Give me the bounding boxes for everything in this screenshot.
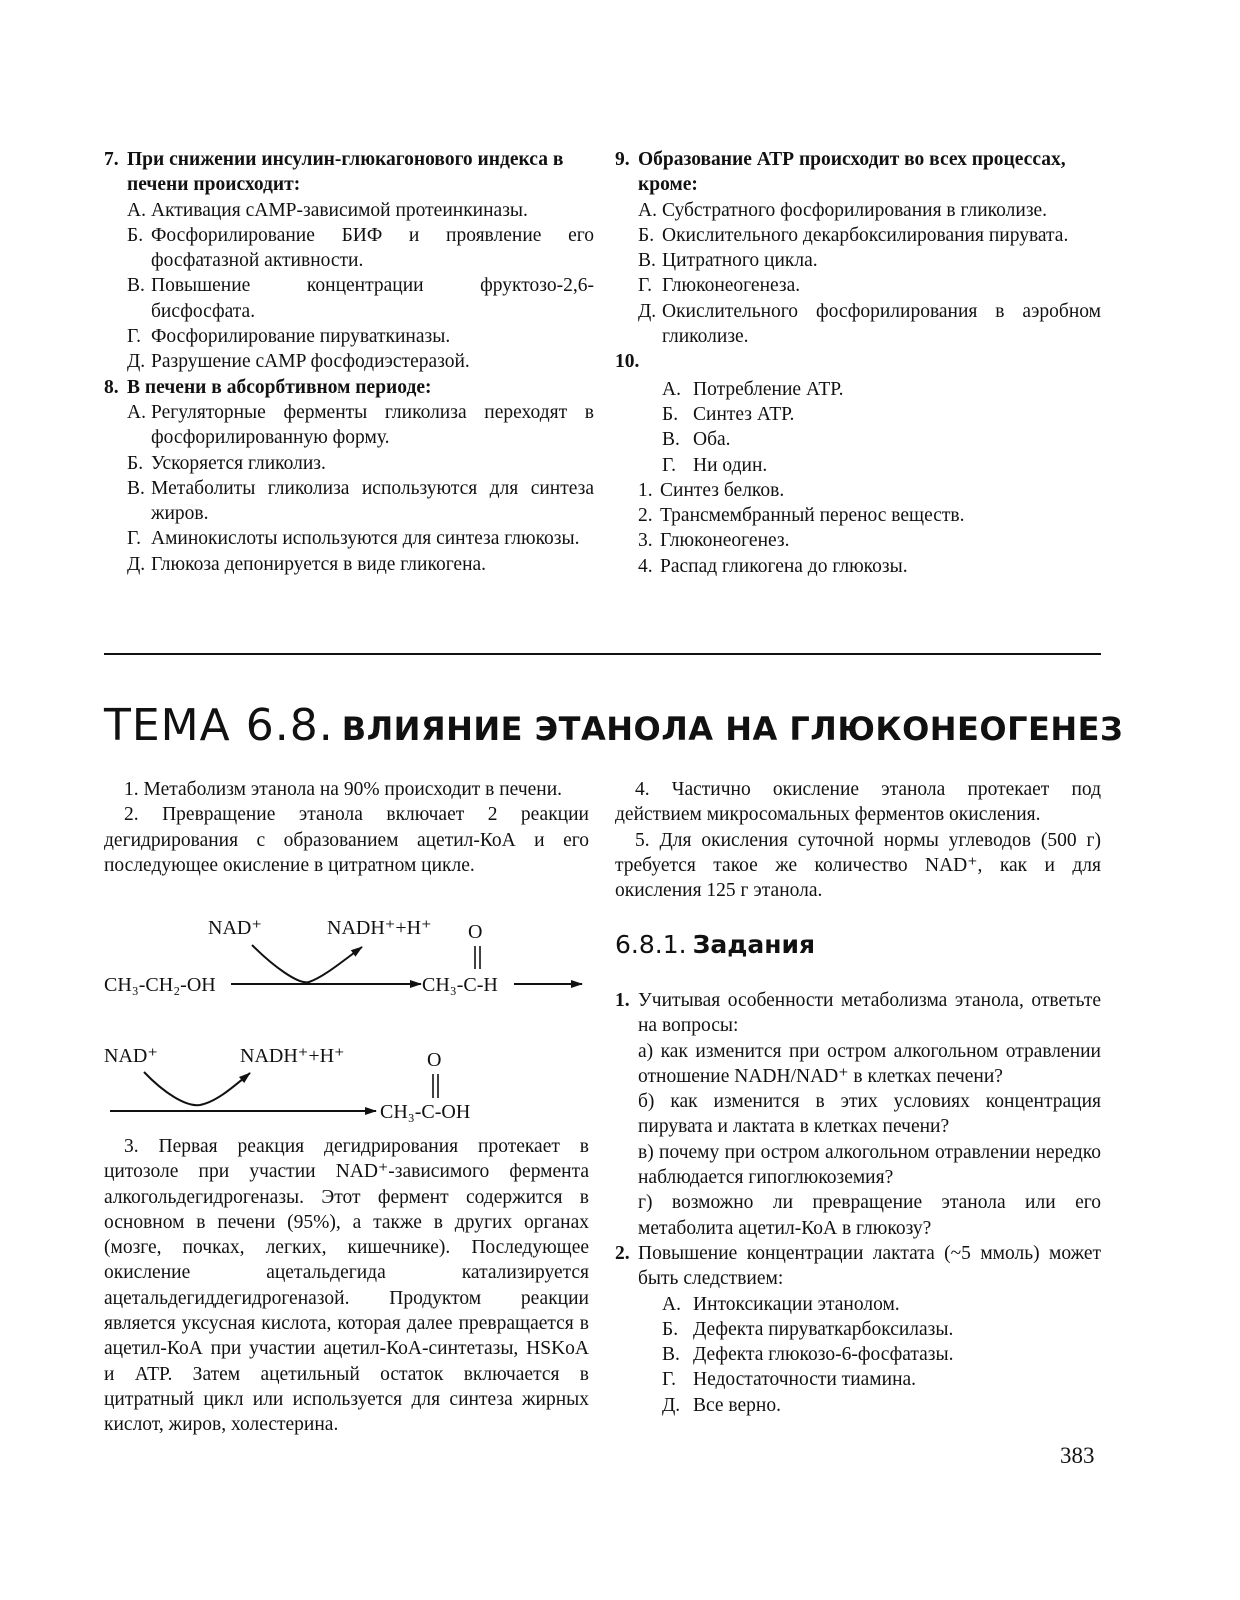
subsection-title: Задания: [692, 930, 816, 959]
option-letter: Г.: [662, 454, 676, 476]
numbered-item: [638, 554, 1101, 579]
question-number: 9.: [615, 149, 630, 170]
option-letter: Д.: [638, 300, 657, 322]
question-10: [615, 349, 1101, 579]
item-text: Глюконеогенез.: [660, 530, 790, 552]
option-letter: Д.: [127, 553, 146, 575]
option-text: Все верно.: [693, 1394, 781, 1416]
nad-label: NAD⁺: [104, 1045, 158, 1067]
tasks-list: [615, 988, 1101, 1418]
option-text: Фосфорилирование БИФ и проявление его фосфатазной активности.: [151, 224, 594, 272]
question-number: 7.: [104, 149, 119, 170]
answer-option: [638, 223, 1101, 248]
answer-option: [662, 1393, 1101, 1418]
answer-option: [662, 1317, 1101, 1342]
task-intro: Учитывая особенности метаболизма этанола, ответьте на вопросы:: [638, 990, 1101, 1037]
task-number: 1.: [615, 990, 630, 1011]
option-text: Разрушение cAMP фосфодиэстеразой.: [151, 351, 470, 373]
nadh-label: NADH⁺+H⁺: [327, 917, 432, 939]
option-letter: Г.: [127, 528, 141, 550]
option-text: Ни один.: [693, 454, 768, 476]
option-letter: В.: [662, 429, 680, 451]
nad-label: NAD⁺: [208, 917, 262, 939]
answer-option: [127, 273, 594, 324]
answer-option: [127, 223, 594, 274]
answer-option: [127, 198, 594, 223]
option-letter: Г.: [638, 275, 652, 297]
paragraph-4: 4. Частично окисление этанола протекает под действием микросомальных ферментов окисления.: [615, 779, 1101, 826]
item-number: 4.: [638, 555, 653, 577]
topic-prefix: ТЕМА 6.8.: [104, 700, 334, 751]
option-letter: А.: [638, 199, 657, 221]
option-letter: А.: [662, 378, 681, 400]
option-text: Глюконеогенеза.: [662, 275, 801, 297]
task-number: 2.: [615, 1242, 630, 1264]
ethanol-formula: CH₃-CH₂-OH: [104, 974, 216, 996]
answer-option: [662, 377, 1101, 402]
option-letter: Б.: [127, 452, 144, 474]
question-number: 8.: [104, 376, 119, 398]
option-text: Фосфорилирование пируваткиназы.: [151, 326, 451, 348]
acetaldehyde-formula: CH₃-C-H: [422, 974, 498, 996]
task-subquestion: а) как изменится при остром алкогольном отравлении отношение NADH/NAD⁺ в клетках печени?: [638, 1040, 1101, 1087]
oxygen-label: O: [468, 921, 483, 943]
option-text: Цитратного цикла.: [662, 250, 818, 272]
body-left-column: [104, 777, 589, 878]
option-letter: В.: [638, 250, 656, 272]
option-text: Аминокислоты используются для синтеза глюкозы.: [151, 528, 580, 550]
item-number: 3.: [638, 530, 653, 552]
answer-option: [662, 427, 1101, 452]
option-letter: Г.: [127, 326, 141, 348]
option-text: Оба.: [693, 429, 731, 451]
answer-option: [127, 552, 594, 577]
ethanol-oxidation-scheme: [104, 905, 594, 1130]
acetic-acid-formula: CH₃-C-OH: [380, 1101, 471, 1123]
item-text: Синтез белков.: [660, 479, 785, 501]
answer-option: [127, 476, 594, 527]
option-text: Регуляторные ферменты гликолиза переходят в фосфорилированную форму.: [151, 401, 594, 449]
answer-option: [127, 526, 594, 551]
answer-option: [638, 299, 1101, 350]
subsection-heading: [615, 930, 815, 959]
option-text: Активация cAMP-зависимой протеинкиназы.: [151, 199, 528, 221]
cofactor-curved-arrow: [144, 1072, 250, 1105]
paragraph-1: 1. Метаболизм этанола на 90% происходит в печени.: [124, 779, 563, 800]
option-text: Недостаточности тиамина.: [693, 1369, 917, 1391]
task-subquestion: в) почему при остром алкогольном отравлении нередко наблюдается гипоглюкоземия?: [638, 1141, 1101, 1189]
task-subquestion: б) как изменится в этих условиях концентрация пирувата и лактата в клетках печени?: [638, 1091, 1101, 1138]
nadh-label: NADH⁺+H⁺: [240, 1045, 345, 1067]
answer-option: [127, 400, 594, 451]
option-letter: А.: [127, 199, 146, 221]
numbered-item: [638, 478, 1101, 503]
section-divider: [104, 653, 1101, 655]
item-number: 1.: [638, 479, 653, 501]
answer-option: [662, 1367, 1101, 1392]
reaction-diagram: [104, 905, 594, 1130]
questions-right-column: [615, 147, 1101, 579]
option-letter: А.: [127, 401, 146, 423]
oxygen-label: O: [427, 1049, 442, 1071]
option-text: Потребление АТР.: [693, 378, 844, 400]
option-text: Синтез АТР.: [693, 403, 795, 425]
question-text: При снижении инсулин-глюкагонового индекса в печени происходит:: [127, 149, 564, 196]
option-text: Субстратного фосфорилирования в гликолизе.: [662, 199, 1048, 221]
option-letter: В.: [127, 275, 145, 297]
page-number: 383: [1060, 1443, 1095, 1468]
paragraph-2: 2. Превращение этанола включает 2 реакции дегидрирования с образованием ацетил-КоА и его последующее окисление в цитратном цикле.: [104, 804, 589, 876]
answer-option: [662, 402, 1101, 427]
answer-option: [638, 273, 1101, 298]
option-letter: В.: [662, 1344, 680, 1366]
cofactor-curved-arrow: [252, 945, 362, 982]
paragraph-5: 5. Для окисления суточной нормы углеводов (500 г) требуется такое же количество NAD⁺, как и для окисления 125 г этанола.: [615, 829, 1101, 902]
option-text: Дефекта глюкозо-6-фосфатазы.: [693, 1344, 954, 1366]
paragraph-3: 3. Первая реакция дегидрирования протекает в цитозоле при участии NAD⁺-зависимого фермента алкогольдегидрогеназы. Этот фермент содержится в основном в печени (95%), а также в других органах (мозге, почках, легких, кишечнике). Последующее окисление ацетальдегида катализируется ацетальдегиддегидрогеназой. Продуктом реакции является уксусная кислота, которая далее превращается в ацетил-КоА при участии ацетил-КоА-синтетазы, HSKoA и АТР. Затем ацетильный остаток включается в цитратный цикл или используется для синтеза жирных кислот, жиров, холестерина.: [104, 1136, 589, 1436]
option-letter: Г.: [662, 1369, 676, 1391]
topic-heading: [104, 700, 1124, 751]
option-text: Дефекта пируваткарбоксилазы.: [693, 1318, 954, 1340]
option-text: Окислительного фосфорилирования в аэробном гликолизе.: [662, 300, 1101, 348]
item-number: 2.: [638, 505, 653, 527]
question-9: [615, 147, 1101, 349]
option-letter: Б.: [638, 224, 655, 246]
answer-option: [127, 349, 594, 374]
item-text: Трансмембранный перенос веществ.: [660, 505, 965, 527]
question-number: 10.: [615, 351, 640, 373]
item-text: Распад гликогена до глюкозы.: [660, 555, 908, 577]
task-subquestion: г) возможно ли превращение этанола или его метаболита ацетил-КоА в глюкозу?: [638, 1192, 1101, 1239]
question-text: В печени в абсорбтивном периоде:: [127, 376, 432, 398]
option-text: Окислительного декарбоксилирования пирувата.: [662, 224, 1069, 246]
option-letter: В.: [127, 477, 145, 499]
option-letter: Д.: [662, 1394, 681, 1416]
answer-option: [662, 1292, 1101, 1317]
option-letter: Б.: [127, 224, 144, 246]
task-text: Повышение концентрации лактата (~5 ммоль) может быть следствием:: [638, 1242, 1101, 1290]
option-letter: Б.: [662, 1318, 679, 1340]
answer-option: [638, 248, 1101, 273]
answer-option: [127, 324, 594, 349]
option-letter: Б.: [662, 403, 679, 425]
answer-option: [662, 453, 1101, 478]
option-text: Ускоряется гликолиз.: [151, 452, 326, 474]
option-text: Интоксикации этанолом.: [693, 1293, 900, 1315]
questions-left-column: [104, 147, 594, 577]
option-text: Метаболиты гликолиза используются для синтеза жиров.: [151, 477, 594, 525]
option-text: Повышение концентрации фруктозо-2,6-бисфосфата.: [151, 275, 594, 322]
subsection-number: 6.8.1.: [615, 930, 687, 959]
numbered-item: [638, 503, 1101, 528]
option-letter: А.: [662, 1293, 681, 1315]
option-letter: Д.: [127, 351, 146, 373]
body-left-column-continued: [104, 1134, 589, 1438]
task-1: [615, 988, 1101, 1241]
question-8: [104, 375, 594, 577]
option-text: Глюкоза депонируется в виде гликогена.: [151, 553, 487, 575]
numbered-item: [638, 528, 1101, 553]
question-7: [104, 147, 594, 375]
task-2: [615, 1241, 1101, 1418]
body-right-column: [615, 777, 1101, 903]
answer-option: [662, 1342, 1101, 1367]
question-text: Образование АТР происходит во всех процессах, кроме:: [638, 149, 1066, 196]
answer-option: [127, 451, 594, 476]
answer-option: [638, 198, 1101, 223]
topic-title: ВЛИЯНИЕ ЭТАНОЛА НА ГЛЮКОНЕОГЕНЕЗ: [341, 710, 1124, 748]
